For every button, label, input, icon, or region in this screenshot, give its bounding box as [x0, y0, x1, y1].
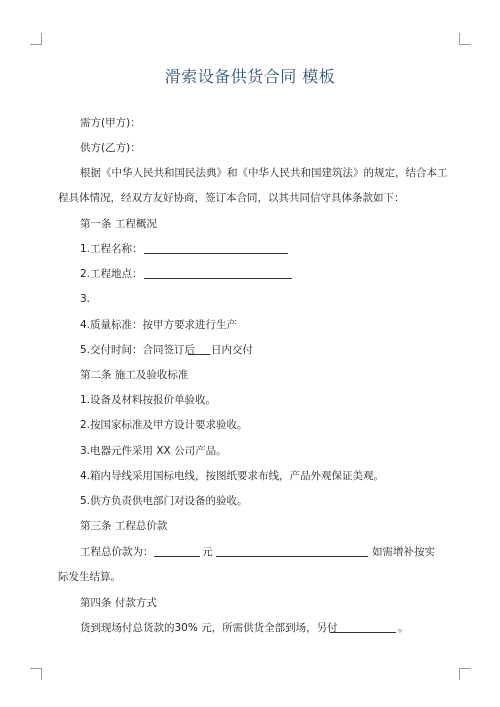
total-price-words-blank: [216, 545, 368, 561]
corner-mark-top-left: [30, 33, 42, 45]
party-a-label: 需方(甲方)：: [80, 117, 141, 129]
article-1-heading: 第一条 工程概况: [80, 218, 157, 230]
project-name-label: 1.工程名称：: [80, 243, 143, 255]
delivery-time-suffix: 日内交付: [211, 344, 253, 356]
corner-mark-bottom-right: [459, 668, 471, 680]
acceptance-item-1: 1.设备及材料按报价单验收。: [80, 394, 217, 406]
acceptance-item-2: 2.按国家标准及甲方设计要求验收。: [80, 419, 248, 431]
intro-line-1: 根据《中华人民共和国民法典》和《中华人民共和国建筑法》的规定，结合本工: [80, 167, 448, 179]
corner-mark-top-right: [459, 33, 471, 45]
article-2-heading: 第二条 施工及验收标准: [80, 369, 189, 381]
article-4-heading: 第四条 付款方式: [80, 597, 157, 609]
acceptance-item-3: 3.电器元件采用 XX 公司产品。: [80, 445, 227, 457]
total-price-label: 工程总价款为：: [80, 546, 154, 558]
project-location-blank: [144, 267, 292, 283]
payment-blank: [330, 621, 396, 637]
acceptance-item-4: 4.箱内导线采用国标电线，按图纸要求布线，产品外观保证美观。: [80, 470, 385, 482]
corner-mark-bottom-left: [30, 668, 42, 680]
party-b-label: 供方(乙方)：: [80, 142, 141, 154]
payment-text-end: 。: [398, 622, 409, 634]
acceptance-item-5: 5.供方负责供电部门对设备的验收。: [80, 495, 248, 507]
payment-text: 货到现场付总货款的30% 元，所需供货全部到场，另付: [80, 622, 338, 634]
total-price-unit: 元: [202, 546, 213, 558]
delivery-days-blank: [188, 343, 210, 359]
project-item-3: 3.: [80, 293, 91, 305]
total-price-blank: [154, 545, 200, 561]
quality-standard: 4.质量标准：按甲方要求进行生产: [80, 319, 238, 331]
total-price-note: 如需增补按实: [372, 546, 435, 558]
project-name-blank: [144, 242, 288, 258]
article-3-heading: 第三条 工程总价款: [80, 520, 168, 532]
project-location-label: 2.工程地点：: [80, 268, 143, 280]
intro-line-2: 程具体情况，经双方友好协商，签订本合同，以其共同信守具体条款如下：: [58, 192, 405, 204]
document-title: 滑索设备供货合同 模板: [164, 67, 336, 86]
delivery-time-label: 5.交付时间：合同签订后: [80, 344, 196, 356]
total-price-note-cont: 际发生结算。: [58, 571, 121, 583]
